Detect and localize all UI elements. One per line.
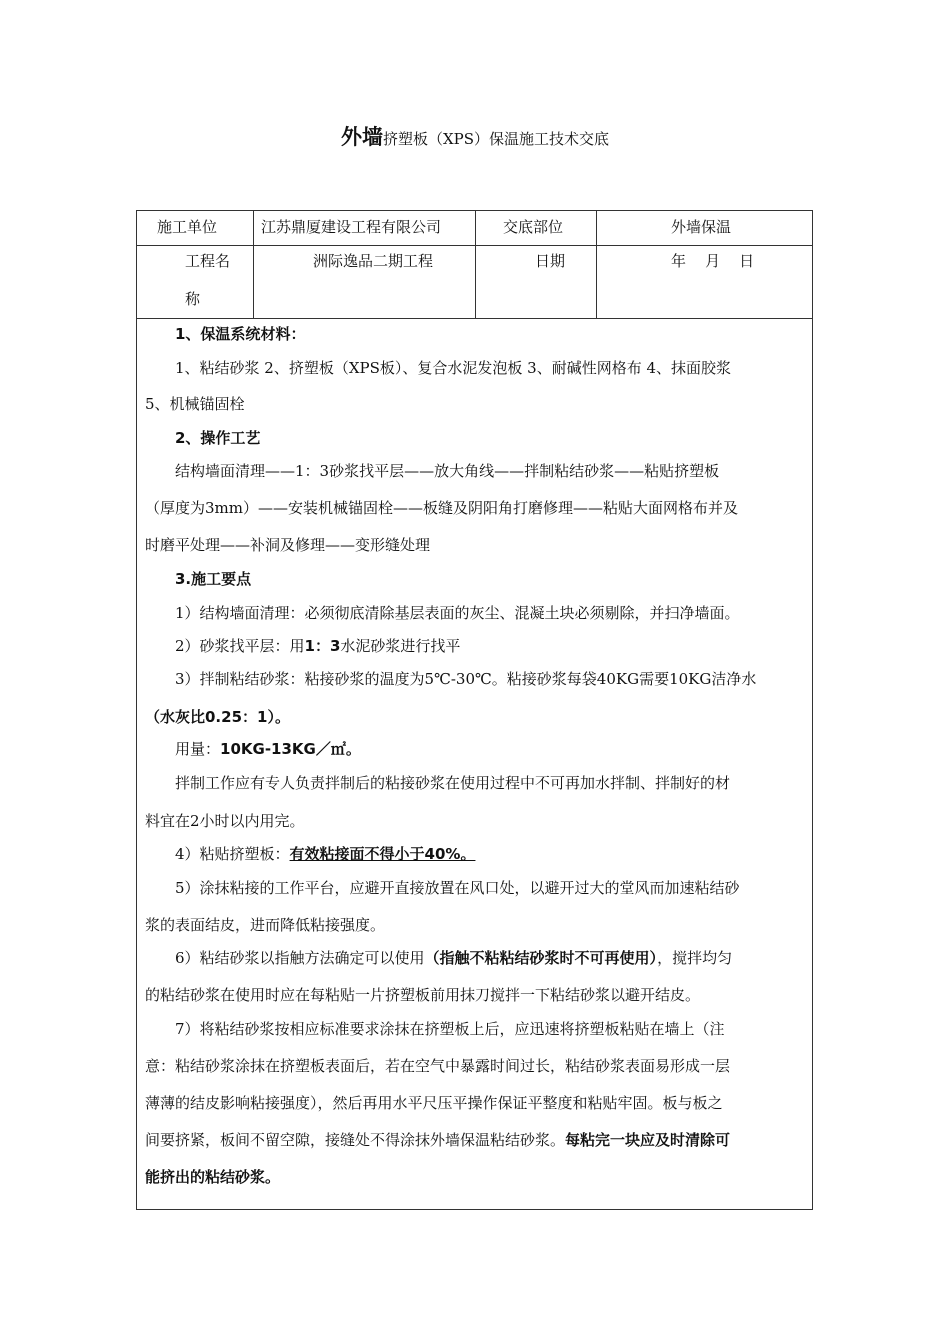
section-2-heading: 2、操作工艺 xyxy=(175,429,261,447)
point-2-text-a: 2）砂浆找平层：用 xyxy=(175,637,305,655)
point-7-line: 薄薄的结皮影响粘接强度），然后再用水平尺压平操作保证平整度和粘贴牢固。板与板之 xyxy=(145,1094,723,1112)
point-5-line: 浆的表面结皮，进而降低粘接强度。 xyxy=(145,916,386,934)
point-7-line: 7）将粘结砂浆按相应标准要求涂抹在挤塑板上后，应迅速将挤塑板粘贴在墙上（注 xyxy=(175,1020,725,1038)
unit-label: 施工单位 xyxy=(157,218,218,236)
point-7-text: 间要挤紧，板间不留空隙，接缝处不得涂抹外墙保温粘结砂浆。 xyxy=(145,1131,566,1149)
point-6-emphasis: （指触不粘粘结砂浆时不可再使用） xyxy=(424,949,658,967)
point-4-label: 4）粘贴挤塑板： xyxy=(175,845,290,863)
point-7-line: 意：粘结砂浆涂抹在挤塑板表面后，若在空气中暴露时间过长，粘结砂浆表面易形成一层 xyxy=(145,1057,731,1075)
col-divider xyxy=(475,211,476,318)
date-value: 年 月 日 xyxy=(671,252,755,270)
point-7-emphasis: 每粘完一块应及时清除可 xyxy=(565,1131,731,1149)
point-6-line xyxy=(175,948,732,968)
row-divider xyxy=(137,318,812,319)
section-2-line: 结构墙面清理——1：3砂浆找平层——放大角线——拌制粘结砂浆——粘贴挤塑板 xyxy=(175,462,720,480)
project-label-line1: 工程名 xyxy=(185,252,231,270)
point-6-text-c: ，搅拌均匀 xyxy=(657,949,733,967)
point-3-ratio: （水灰比0.25：1）。 xyxy=(145,708,290,726)
part-label: 交底部位 xyxy=(503,218,564,236)
point-3-line: 3）拌制粘结砂浆：粘接砂浆的温度为5℃-30℃。粘接砂浆每袋40KG需要10KG洁净水 xyxy=(175,670,757,688)
point-6-line: 的粘结砂浆在使用时应在每粘贴一片挤塑板前用抹刀搅拌一下粘结砂浆以避开结皮。 xyxy=(145,986,701,1004)
point-3-line: 料宜在2小时以内用完。 xyxy=(145,812,305,830)
unit-value: 江苏鼎厦建设工程有限公司 xyxy=(261,218,442,236)
section-2-line: （厚度为3mm）——安装机械锚固栓——板缝及阴阳角打磨修理——粘贴大面网格布并及 xyxy=(145,499,738,517)
section-1-line: 1、粘结砂浆 2、挤塑板（XPS板）、复合水泥发泡板 3、耐碱性网格布 4、抹面胶浆 xyxy=(175,359,732,377)
usage-label: 用量： xyxy=(175,740,221,758)
page-title xyxy=(0,124,950,152)
point-2-text-c: 水泥砂浆进行找平 xyxy=(340,637,461,655)
col-divider xyxy=(596,211,597,318)
point-2 xyxy=(175,636,460,656)
point-7-emphasis-end: 能挤出的粘结砂浆。 xyxy=(145,1168,281,1186)
title-emphasis: 外墙 xyxy=(340,125,383,149)
point-1: 1）结构墙面清理：必须彻底清除基层表面的灰尘、混凝土块必须剔除，并扫净墙面。 xyxy=(175,604,740,622)
point-7-line xyxy=(145,1130,730,1150)
point-2-ratio: 1：3 xyxy=(304,637,341,655)
point-4-requirement: 有效粘接面不得小于40%。 xyxy=(289,845,476,863)
section-3-heading: 3.施工要点 xyxy=(175,570,252,588)
col-divider xyxy=(253,211,254,318)
point-4 xyxy=(175,844,475,864)
point-5-line: 5）涂抹粘接的工作平台，应避开直接放置在风口处，以避开过大的堂风而加速粘结砂 xyxy=(175,879,740,897)
point-3-line: 拌制工作应有专人负责拌制后的粘接砂浆在使用过程中不可再加水拌制、拌制好的材 xyxy=(175,774,731,792)
section-2-line: 时磨平处理——补洞及修理——变形缝处理 xyxy=(145,536,431,554)
part-value: 外墙保温 xyxy=(671,218,732,236)
disclosure-table xyxy=(136,210,813,1210)
project-value: 洲际逸品二期工程 xyxy=(313,252,434,270)
project-label-line2: 称 xyxy=(185,290,201,308)
point-6-text-a: 6）粘结砂浆以指触方法确定可以使用 xyxy=(175,949,425,967)
section-1-heading: 1、保温系统材料： xyxy=(175,325,306,343)
usage-value: 10KG-13KG／㎡。 xyxy=(220,740,361,758)
title-rest: 挤塑板（XPS）保温施工技术交底 xyxy=(382,130,610,148)
section-1-line: 5、机械锚固栓 xyxy=(145,395,245,413)
point-3-usage xyxy=(175,739,361,759)
date-label: 日期 xyxy=(535,252,566,270)
